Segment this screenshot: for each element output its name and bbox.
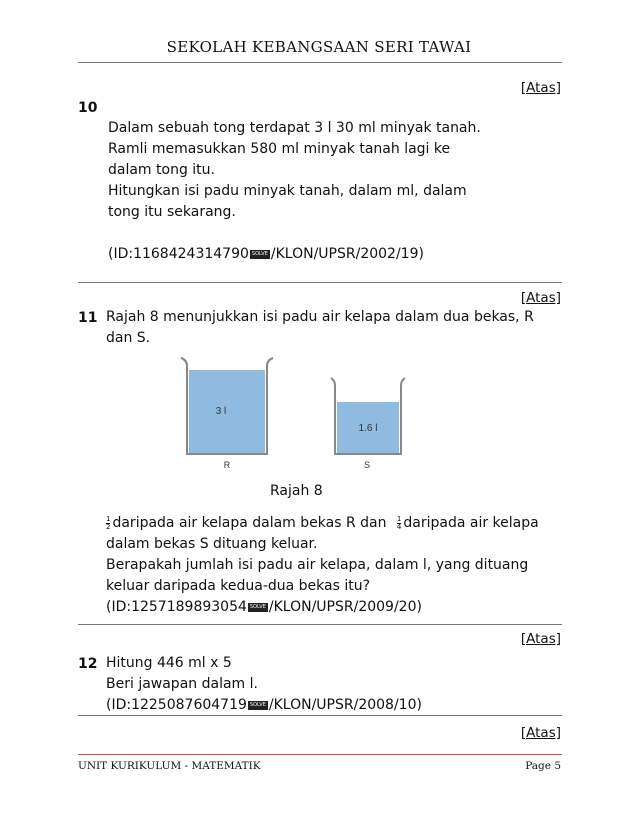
solve-icon[interactable]: SOLVE xyxy=(248,701,268,710)
atas-link[interactable]: [Atas] xyxy=(520,725,561,741)
atas-link[interactable]: [Atas] xyxy=(520,631,561,647)
water-r xyxy=(189,370,265,454)
divider xyxy=(78,624,562,625)
page-header: SEKOLAH KEBANGSAAN SERI TAWAI xyxy=(166,38,472,56)
solve-icon[interactable]: SOLVE xyxy=(250,250,270,259)
question-number: 11 xyxy=(78,310,98,326)
rajah-8-figure xyxy=(175,352,415,474)
header-divider xyxy=(78,62,562,63)
volume-r: 3 l xyxy=(215,406,227,417)
volume-s: 1.6 l xyxy=(358,423,378,434)
atas-link[interactable]: [Atas] xyxy=(520,290,561,306)
question-id: (ID:1168424314790 SOLVE /KLON/UPSR/2002/19) xyxy=(108,246,424,262)
question-number: 12 xyxy=(78,656,98,672)
question-number: 10 xyxy=(78,100,98,116)
footer-divider xyxy=(78,754,562,755)
question-11-text-2: $\frac{1}{2}$ daripada air kelapa dalam bekas R dan $\frac{1}{4}$ daripada air kelapa dalam bekas S dituang keluar. Berapakah jumlah isi padu air kelapa, dalam l, yang dituang keluar daripada kedua-dua bekas itu? (ID:1257189893054 SOLVE /KLON/UPSR/2009/20) xyxy=(106,514,539,615)
fraction-half: $\frac{1}{2}$ xyxy=(106,514,111,531)
footer-left: UNIT KURIKULUM - MATEMATIK xyxy=(78,760,261,772)
figure-caption: Rajah 8 xyxy=(270,483,323,499)
label-r: R xyxy=(223,460,231,470)
question-12-text: Hitung 446 ml x 5 Beri jawapan dalam l. (ID:1225087604719 SOLVE /KLON/UPSR/2008/10) xyxy=(106,655,422,713)
fraction-quarter: $\frac{1}{4}$ xyxy=(396,514,402,531)
page-number: Page 5 xyxy=(525,760,561,772)
solve-icon[interactable]: SOLVE xyxy=(248,603,268,612)
question-11-text: Rajah 8 menunjukkan isi padu air kelapa dalam dua bekas, R dan S. xyxy=(106,309,534,346)
divider xyxy=(78,282,562,283)
atas-link[interactable]: [Atas] xyxy=(520,80,561,96)
label-s: S xyxy=(363,460,371,470)
question-10-text: Dalam sebuah tong terdapat 3 l 30 ml minyak tanah. Ramli memasukkan 580 ml minyak tanah lagi ke dalam tong itu. Hitungkan isi padu minyak tanah, dalam ml, dalam tong itu sekarang. xyxy=(108,120,481,220)
divider xyxy=(78,715,562,716)
